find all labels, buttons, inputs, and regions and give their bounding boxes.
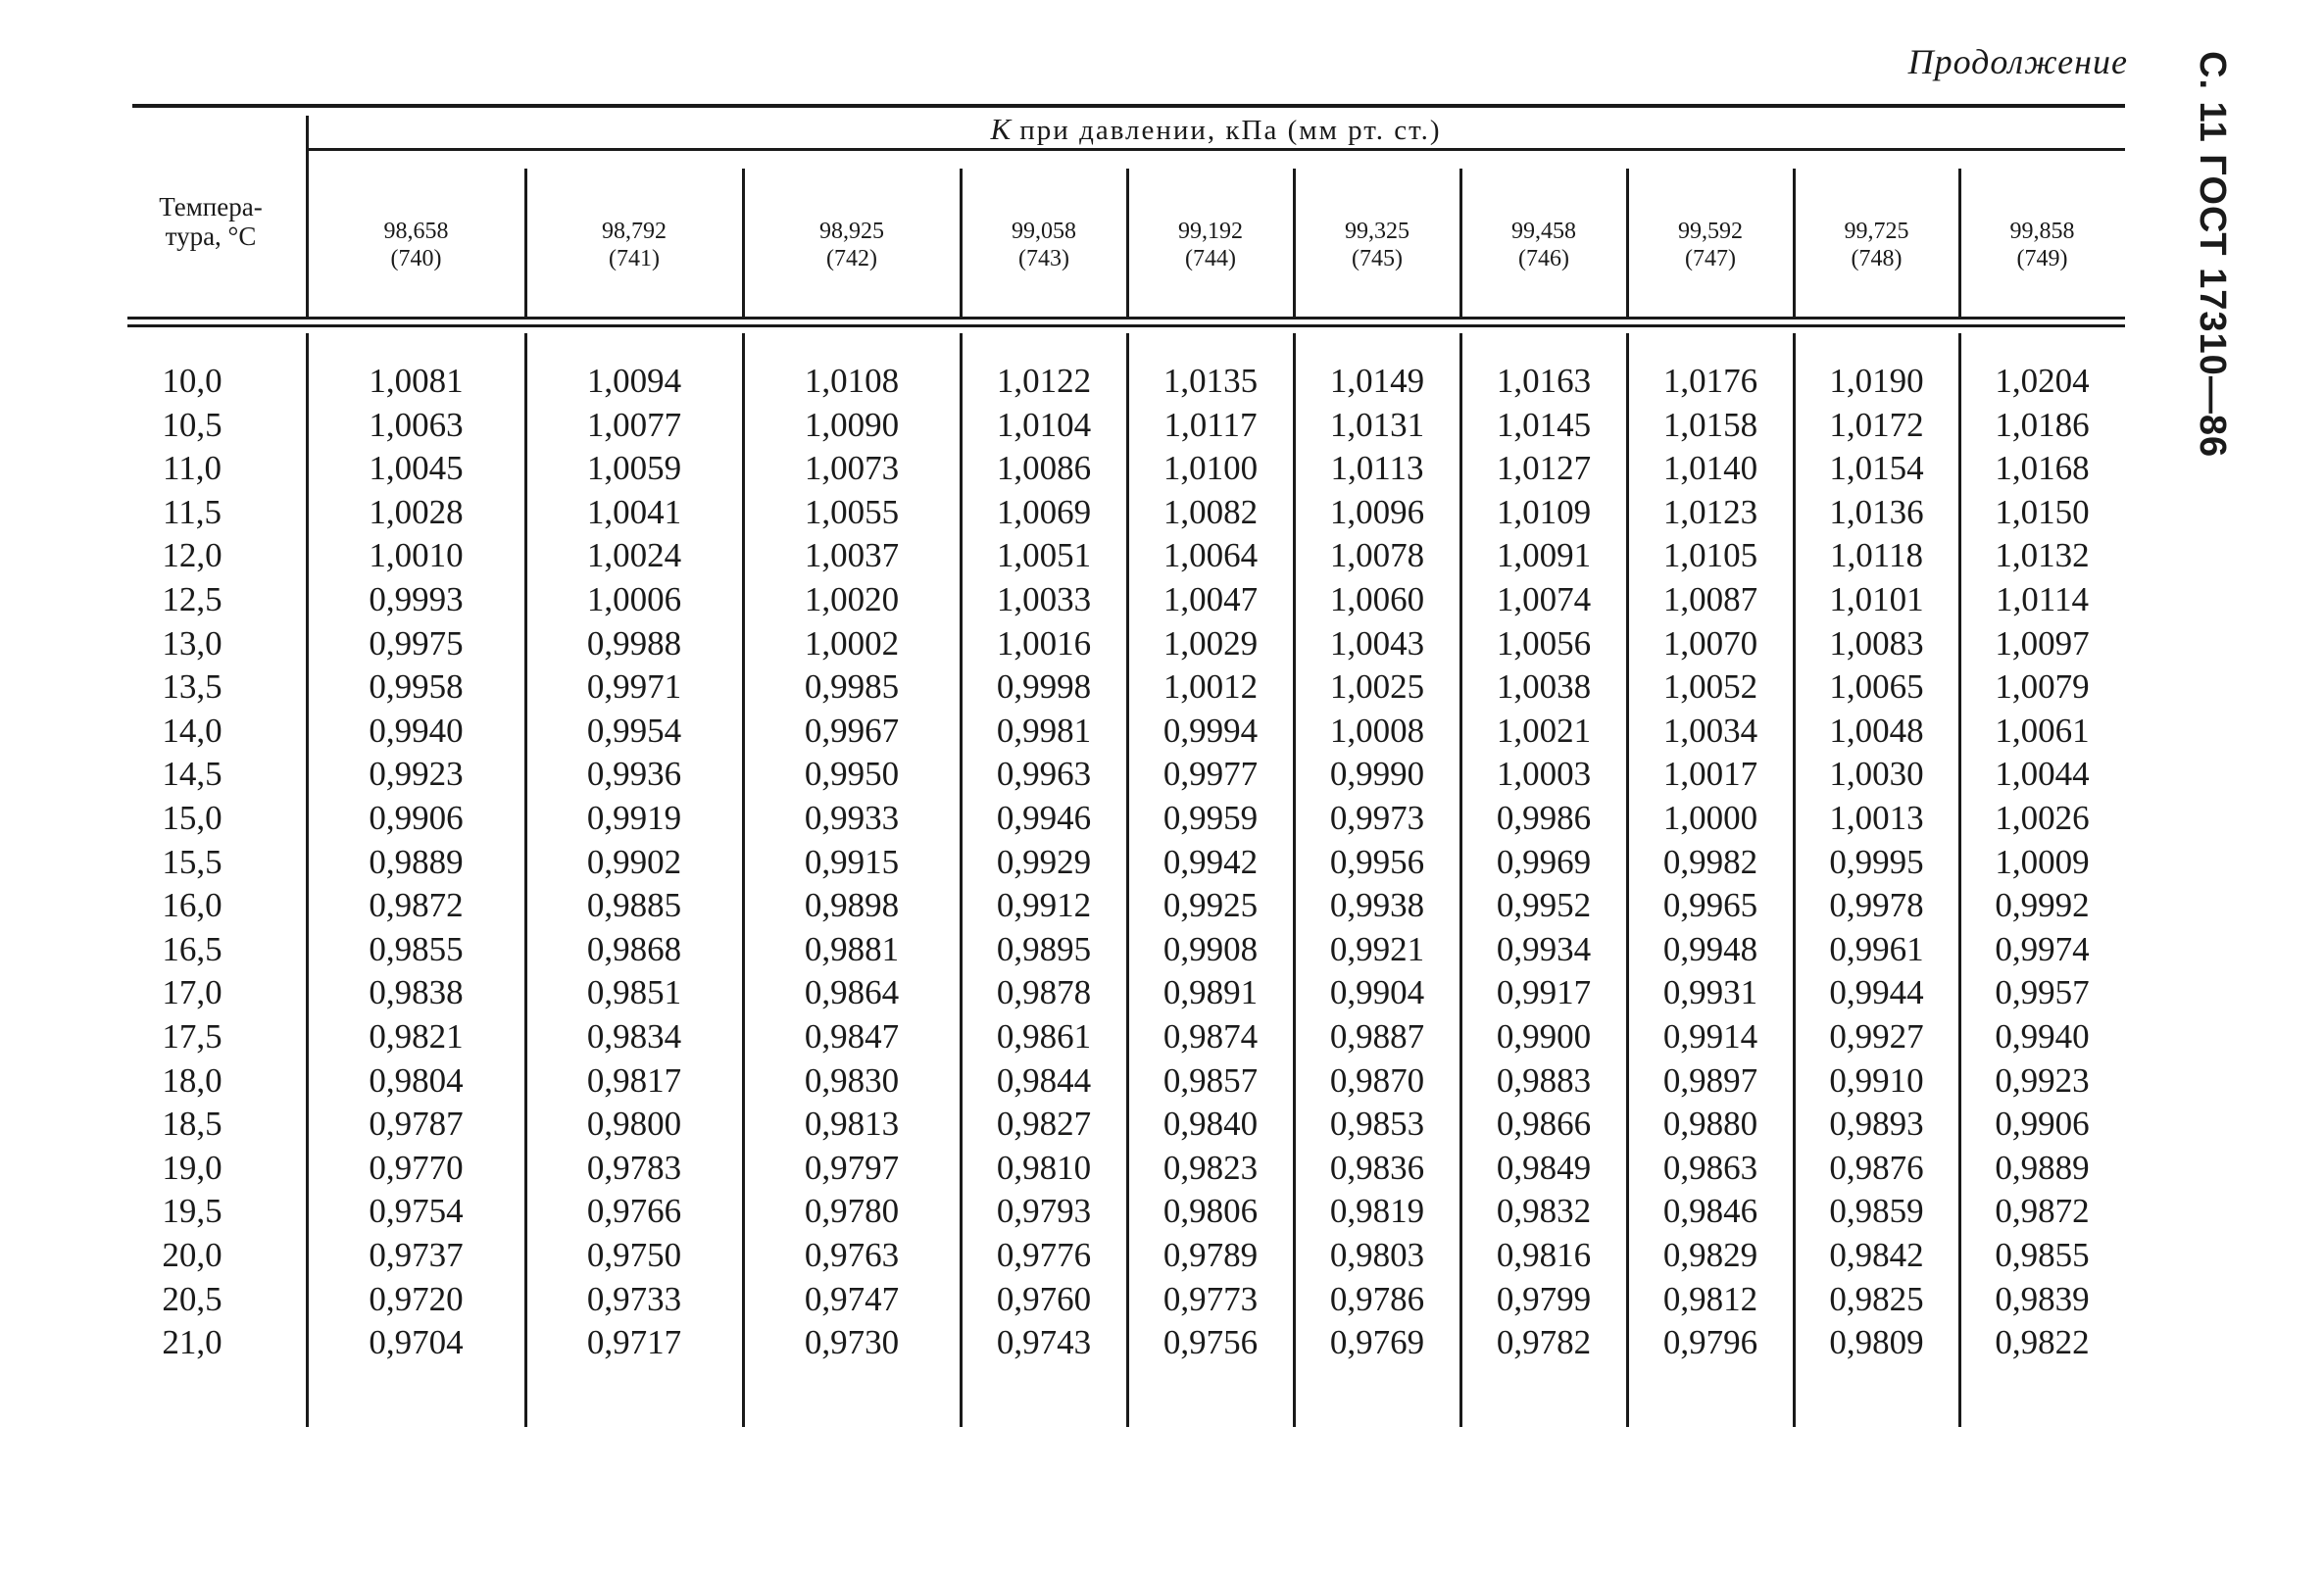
coefficient-cell: 0,9885 [586,886,682,924]
coefficient-cell: 1,0074 [1496,580,1592,618]
coefficient-cell: 0,9994 [1162,712,1259,750]
coefficient-cell: 0,9910 [1829,1061,1924,1100]
coefficient-cell: 1,0113 [1330,449,1424,487]
coefficient-cell: 1,0108 [804,362,900,400]
pressure-mmhg: (742) [826,246,877,271]
coefficient-cell: 1,0056 [1496,624,1592,663]
coefficient-cell: 0,9855 [369,930,464,968]
temperature-cell: 15,5 [162,843,223,881]
standard-code-text: С. 11 ГОСТ 17310—86 [2192,51,2233,459]
temperature-cell: 10,0 [162,362,223,400]
table-top-rule [132,104,2125,108]
coefficient-cell: 0,9842 [1829,1236,1924,1274]
pressure-column-header [1627,218,1794,272]
coefficient-cell: 1,0105 [1662,536,1758,574]
coefficient-cell: 0,9810 [996,1149,1092,1187]
coefficient-cell: 0,9940 [1995,1017,2090,1056]
coefficient-cell: 1,0038 [1496,667,1592,706]
coefficient-cell: 0,9866 [1496,1105,1592,1143]
coefficient-cell: 0,9946 [996,799,1092,837]
pressure-mmhg: (746) [1518,246,1569,271]
temperature-cell: 12,0 [162,536,223,574]
coefficient-cell: 1,0154 [1829,449,1924,487]
coefficient-cell: 0,9780 [804,1192,900,1230]
coefficient-cell: 0,9819 [1329,1192,1425,1230]
temperature-cell: 12,5 [162,580,223,618]
coefficient-cell: 1,0079 [1995,667,2090,706]
coefficient-cell: 1,0204 [1995,362,2090,400]
coefficient-cell: 0,9974 [1995,930,2090,968]
temperature-cell: 20,0 [162,1236,223,1274]
coefficient-cell: 1,0020 [804,580,900,618]
coefficient-cell: 0,9789 [1162,1236,1259,1274]
coefficient-cell: 0,9993 [369,580,464,618]
coefficient-cell: 1,0090 [804,406,900,444]
coefficient-cell: 0,9878 [996,973,1092,1011]
coefficient-cell: 1,0100 [1162,449,1259,487]
group-header [307,112,2125,147]
temperature-cell: 11,5 [163,493,222,531]
coefficient-cell: 1,0006 [586,580,682,618]
coefficient-cell: 1,0131 [1329,406,1425,444]
coefficient-cell: 0,9717 [586,1323,682,1361]
coefficient-cell: 1,0029 [1162,624,1259,663]
coefficient-cell: 0,9874 [1162,1017,1259,1056]
coefficient-cell: 1,0081 [369,362,464,400]
header-bottom-rule-1 [127,317,2125,320]
coefficient-cell: 0,9931 [1662,973,1758,1011]
coefficient-cell: 0,9912 [996,886,1092,924]
coefficient-cell: 1,0000 [1662,799,1758,837]
coefficient-cell: 1,0118 [1830,536,1923,574]
coefficient-cell: 0,9902 [586,843,682,881]
group-header-rule [307,148,2125,151]
coefficient-cell: 0,9855 [1995,1236,2090,1274]
coefficient-cell: 1,0060 [1329,580,1425,618]
coefficient-cell: 1,0122 [996,362,1092,400]
coefficient-cell: 1,0163 [1496,362,1592,400]
coefficient-cell: 1,0033 [996,580,1092,618]
coefficient-cell: 1,0045 [369,449,464,487]
temperature-cell: 19,5 [162,1192,223,1230]
coefficient-cell: 0,9973 [1329,799,1425,837]
temperature-cell: 21,0 [162,1323,223,1361]
coefficient-cell: 0,9998 [996,667,1092,706]
coefficient-cell: 1,0043 [1329,624,1425,663]
coefficient-cell: 0,9889 [369,843,464,881]
coefficient-cell: 0,9965 [1662,886,1758,924]
coefficient-cell: 0,9929 [996,843,1092,881]
coefficient-cell: 1,0064 [1162,536,1259,574]
coefficient-cell: 0,9898 [804,886,900,924]
temperature-cell: 16,0 [162,886,223,924]
temperature-cell: 20,5 [162,1280,223,1318]
pressure-mmhg: (741) [609,246,660,271]
coefficient-cell: 0,9958 [369,667,464,706]
coefficient-cell: 0,9897 [1662,1061,1758,1100]
coefficient-cell: 0,9827 [996,1105,1092,1143]
pressure-mmhg: (740) [390,246,442,271]
coefficient-cell: 1,0063 [369,406,464,444]
coefficient-cell: 0,9747 [804,1280,900,1318]
coefficient-cell: 1,0008 [1329,712,1425,750]
coefficient-cell: 1,0109 [1496,493,1592,531]
coefficient-cell: 0,9917 [1496,973,1592,1011]
coefficient-cell: 0,9967 [804,712,900,750]
coefficient-cell: 0,9846 [1662,1192,1758,1230]
coefficient-cell: 1,0083 [1829,624,1924,663]
coefficient-cell: 0,9950 [804,755,900,793]
coefficient-cell: 1,0021 [1496,712,1592,750]
coefficient-cell: 0,9906 [1995,1105,2090,1143]
coefficient-cell: 0,9787 [369,1105,464,1143]
pressure-kpa: 99,192 [1178,219,1243,244]
coefficient-cell: 0,9895 [996,930,1092,968]
temperature-cell: 10,5 [162,406,223,444]
coefficient-cell: 0,9900 [1496,1017,1592,1056]
coefficient-cell: 0,9893 [1829,1105,1924,1143]
pressure-column-header [961,218,1127,272]
coefficient-cell: 0,9971 [586,667,682,706]
coefficient-cell: 1,0123 [1662,493,1758,531]
coefficient-cell: 0,9940 [369,712,464,750]
coefficient-cell: 0,9985 [804,667,900,706]
temperature-cell: 13,5 [162,667,223,706]
temperature-cell: 17,0 [162,973,223,1011]
coefficient-cell: 0,9880 [1662,1105,1758,1143]
coefficient-cell: 0,9766 [586,1192,682,1230]
pressure-kpa: 98,925 [819,219,884,244]
coefficient-cell: 1,0114 [1996,580,2089,618]
coefficient-cell: 1,0041 [586,493,682,531]
coefficient-cell: 1,0132 [1995,536,2090,574]
standard-code-vertical [2182,51,2233,463]
coefficient-cell: 0,9832 [1496,1192,1592,1230]
coefficient-cell: 1,0016 [996,624,1092,663]
coefficient-cell: 0,9986 [1496,799,1592,837]
coefficient-cell: 1,0047 [1162,580,1259,618]
coefficient-cell: 1,0030 [1829,755,1924,793]
coefficient-cell: 0,9809 [1829,1323,1924,1361]
coefficient-cell: 1,0117 [1163,406,1258,444]
coefficient-cell: 1,0096 [1329,493,1425,531]
coefficient-cell: 0,9944 [1829,973,1924,1011]
coefficient-cell: 0,9804 [369,1061,464,1100]
coefficient-cell: 0,9799 [1496,1280,1592,1318]
coefficient-cell: 0,9969 [1496,843,1592,881]
coefficient-cell: 1,0028 [369,493,464,531]
temperature-cell: 14,0 [162,712,223,750]
coefficient-cell: 0,9982 [1662,843,1758,881]
coefficient-cell: 0,9961 [1829,930,1924,968]
coefficient-cell: 0,9942 [1162,843,1259,881]
coefficient-cell: 1,0024 [586,536,682,574]
pressure-column-header [1794,218,1959,272]
coefficient-cell: 0,9863 [1662,1149,1758,1187]
coefficient-cell: 0,9793 [996,1192,1092,1230]
coefficient-cell: 0,9954 [586,712,682,750]
coefficient-cell: 1,0010 [369,536,464,574]
coefficient-cell: 0,9825 [1829,1280,1924,1318]
coefficient-cell: 1,0094 [586,362,682,400]
coefficient-cell: 0,9730 [804,1323,900,1361]
coefficient-cell: 0,9938 [1329,886,1425,924]
coefficient-cell: 0,9817 [586,1061,682,1100]
coefficient-cell: 1,0158 [1662,406,1758,444]
pressure-mmhg: (748) [1851,246,1903,271]
coefficient-cell: 0,9870 [1329,1061,1425,1100]
coefficient-cell: 0,9933 [804,799,900,837]
coefficient-cell: 1,0070 [1662,624,1758,663]
coefficient-cell: 0,9853 [1329,1105,1425,1143]
coefficient-cell: 0,9883 [1496,1061,1592,1100]
coefficient-cell: 0,9963 [996,755,1092,793]
pressure-mmhg: (745) [1352,246,1403,271]
pressure-column-header [1294,218,1460,272]
coefficient-cell: 0,9864 [804,973,900,1011]
coefficient-cell: 0,9861 [996,1017,1092,1056]
pressure-kpa: 99,325 [1345,219,1409,244]
coefficient-cell: 0,9849 [1496,1149,1592,1187]
coefficient-cell: 1,0190 [1829,362,1924,400]
coefficient-cell: 0,9906 [369,799,464,837]
coefficient-cell: 0,9934 [1496,930,1592,968]
coefficient-cell: 0,9756 [1162,1323,1259,1361]
coefficient-cell: 0,9836 [1329,1149,1425,1187]
coefficient-cell: 0,9720 [369,1280,464,1318]
temperature-cell: 18,5 [162,1105,223,1143]
temperature-cell: 18,0 [162,1061,223,1100]
coefficient-cell: 1,0127 [1496,449,1592,487]
coefficient-cell: 1,0055 [804,493,900,531]
temperature-cell: 13,0 [162,624,223,663]
coefficient-cell: 0,9786 [1329,1280,1425,1318]
coefficient-cell: 0,9840 [1162,1105,1259,1143]
coefficient-cell: 0,9923 [369,755,464,793]
coefficient-cell: 0,9733 [586,1280,682,1318]
temperature-header-line-2: тура, °С [165,221,257,251]
temperature-cell: 19,0 [162,1149,223,1187]
pressure-column-header [743,218,961,272]
coefficient-cell: 0,9977 [1162,755,1259,793]
coefficient-cell: 0,9823 [1162,1149,1259,1187]
coefficient-cell: 1,0136 [1829,493,1924,531]
coefficient-cell: 0,9838 [369,973,464,1011]
coefficient-cell: 1,0034 [1662,712,1758,750]
coefficient-cell: 0,9737 [369,1236,464,1274]
coefficient-cell: 1,0091 [1496,536,1592,574]
coefficient-cell: 1,0025 [1329,667,1425,706]
pressure-kpa: 98,792 [602,219,667,244]
coefficient-cell: 1,0097 [1995,624,2090,663]
coefficient-cell: 1,0073 [804,449,900,487]
coefficient-cell: 0,9948 [1662,930,1758,968]
temperature-header-line-1: Темпера- [159,192,263,221]
coefficient-cell: 0,9889 [1995,1149,2090,1187]
coefficient-cell: 1,0061 [1995,712,2090,750]
coefficient-cell: 0,9908 [1162,930,1259,968]
coefficient-cell: 0,9919 [586,799,682,837]
pressure-kpa: 99,858 [2009,219,2075,244]
pressure-kpa: 98,658 [383,219,449,244]
coefficient-cell: 0,9743 [996,1323,1092,1361]
pressure-column-header [525,218,743,272]
temperature-cell: 15,0 [162,799,223,837]
coefficient-cell: 0,9704 [369,1323,464,1361]
pressure-column-header [1959,218,2125,272]
pressure-kpa: 99,058 [1012,219,1076,244]
coefficient-cell: 0,9988 [586,624,682,663]
pressure-column-header [1460,218,1627,272]
coefficient-cell: 1,0065 [1829,667,1924,706]
coefficient-cell: 0,9995 [1829,843,1924,881]
coefficient-cell: 0,9857 [1162,1061,1259,1100]
coefficient-cell: 1,0059 [586,449,682,487]
coefficient-cell: 0,9770 [369,1149,464,1187]
pressure-kpa: 99,458 [1511,219,1576,244]
coefficient-cell: 0,9859 [1829,1192,1924,1230]
pressure-mmhg: (744) [1185,246,1236,271]
coefficient-cell: 1,0186 [1995,406,2090,444]
coefficient-cell: 0,9887 [1329,1017,1425,1056]
coefficient-cell: 0,9803 [1329,1236,1425,1274]
pressure-mmhg: (749) [2016,246,2068,271]
temperature-cell: 11,0 [163,449,222,487]
coefficient-cell: 1,0009 [1995,843,2090,881]
coefficient-cell: 0,9956 [1329,843,1425,881]
coefficient-cell: 0,9796 [1662,1323,1758,1361]
coefficient-cell: 0,9800 [586,1105,682,1143]
coefficient-cell: 1,0168 [1995,449,2090,487]
coefficient-cell: 1,0044 [1995,755,2090,793]
coefficient-cell: 1,0078 [1329,536,1425,574]
coefficient-cell: 0,9813 [804,1105,900,1143]
coefficient-cell: 0,9925 [1162,886,1259,924]
coefficient-cell: 0,9923 [1995,1061,2090,1100]
coefficient-cell: 0,9975 [369,624,464,663]
coefficient-cell: 1,0002 [804,624,900,663]
temperature-cell: 14,5 [162,755,223,793]
coefficient-cell: 0,9981 [996,712,1092,750]
coefficient-cell: 1,0037 [804,536,900,574]
coefficient-cell: 1,0087 [1662,580,1758,618]
coefficient-cell: 0,9876 [1829,1149,1924,1187]
coefficient-cell: 0,9891 [1162,973,1259,1011]
coefficient-symbol: К [990,112,1012,146]
coefficient-cell: 0,9834 [586,1017,682,1056]
pressure-mmhg: (743) [1018,246,1069,271]
pressure-kpa: 99,592 [1678,219,1743,244]
coefficient-cell: 0,9914 [1662,1017,1758,1056]
column-divider-header [306,116,309,317]
coefficient-cell: 0,9839 [1995,1280,2090,1318]
coefficient-cell: 0,9881 [804,930,900,968]
group-header-text: при давлении, кПа (мм рт. ст.) [1011,115,1442,146]
coefficient-cell: 0,9769 [1329,1323,1425,1361]
coefficient-cell: 1,0077 [586,406,682,444]
coefficient-cell: 0,9957 [1995,973,2090,1011]
pressure-kpa: 99,725 [1844,219,1909,244]
coefficient-cell: 1,0140 [1662,449,1758,487]
coefficient-cell: 0,9959 [1162,799,1259,837]
coefficient-cell: 0,9992 [1995,886,2090,924]
coefficient-cell: 0,9754 [369,1192,464,1230]
coefficient-cell: 1,0017 [1662,755,1758,793]
coefficient-cell: 0,9821 [369,1017,464,1056]
pressure-mmhg: (747) [1685,246,1736,271]
coefficient-cell: 0,9990 [1329,755,1425,793]
coefficient-cell: 0,9763 [804,1236,900,1274]
coefficient-cell: 1,0145 [1496,406,1592,444]
coefficient-cell: 1,0012 [1162,667,1259,706]
coefficient-cell: 1,0026 [1995,799,2090,837]
coefficient-cell: 0,9868 [586,930,682,968]
coefficient-cell: 1,0172 [1829,406,1924,444]
coefficient-cell: 1,0176 [1662,362,1758,400]
coefficient-cell: 0,9782 [1496,1323,1592,1361]
temperature-cell: 16,5 [162,930,223,968]
coefficient-cell: 0,9978 [1829,886,1924,924]
coefficient-cell: 1,0013 [1829,799,1924,837]
coefficient-cell: 0,9927 [1829,1017,1924,1056]
coefficient-cell: 0,9921 [1329,930,1425,968]
coefficient-cell: 1,0149 [1329,362,1425,400]
continuation-label: Продолжение [1907,42,2128,81]
coefficient-cell: 0,9844 [996,1061,1092,1100]
coefficient-cell: 0,9760 [996,1280,1092,1318]
coefficient-cell: 0,9872 [1995,1192,2090,1230]
pressure-column-header [307,218,525,272]
coefficient-cell: 1,0082 [1162,493,1259,531]
header-bottom-rule-2 [127,324,2125,327]
coefficient-cell: 1,0086 [996,449,1092,487]
coefficient-cell: 0,9851 [586,973,682,1011]
coefficient-cell: 0,9915 [804,843,900,881]
coefficient-cell: 0,9816 [1496,1236,1592,1274]
coefficient-cell: 0,9812 [1662,1280,1758,1318]
coefficient-cell: 1,0052 [1662,667,1758,706]
pressure-column-header [1127,218,1294,272]
coefficient-cell: 1,0135 [1162,362,1259,400]
coefficient-cell: 0,9872 [369,886,464,924]
coefficient-cell: 0,9830 [804,1061,900,1100]
coefficient-cell: 0,9776 [996,1236,1092,1274]
coefficient-cell: 0,9936 [586,755,682,793]
temperature-cell: 17,5 [162,1017,223,1056]
coefficient-cell: 1,0051 [996,536,1092,574]
coefficient-cell: 1,0048 [1829,712,1924,750]
temperature-column-header [127,192,294,251]
coefficient-cell: 0,9847 [804,1017,900,1056]
coefficient-cell: 0,9822 [1995,1323,2090,1361]
coefficient-cell: 0,9829 [1662,1236,1758,1274]
coefficient-cell: 0,9904 [1329,973,1425,1011]
coefficient-cell: 0,9783 [586,1149,682,1187]
coefficient-cell: 1,0101 [1829,580,1924,618]
coefficient-cell: 0,9797 [804,1149,900,1187]
coefficient-cell: 1,0069 [996,493,1092,531]
coefficient-cell: 1,0104 [996,406,1092,444]
coefficient-cell: 1,0150 [1995,493,2090,531]
coefficient-cell: 0,9806 [1162,1192,1259,1230]
coefficient-cell: 0,9750 [586,1236,682,1274]
coefficient-cell: 0,9952 [1496,886,1592,924]
coefficient-cell: 0,9773 [1162,1280,1259,1318]
coefficient-cell: 1,0003 [1496,755,1592,793]
